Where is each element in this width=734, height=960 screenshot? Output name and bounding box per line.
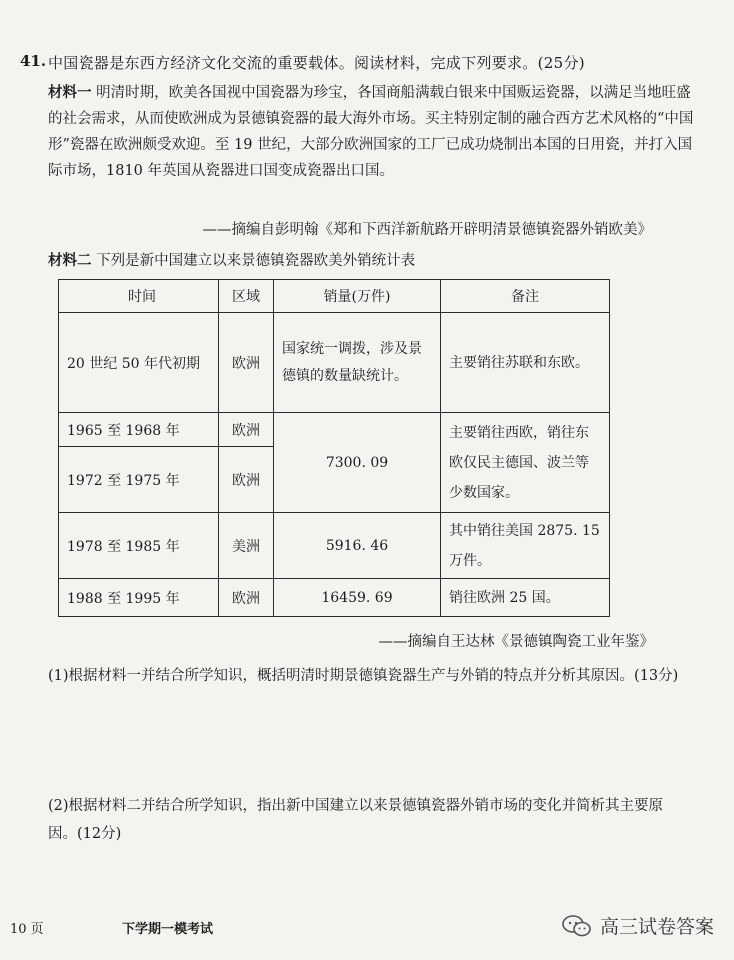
cell-volume: 16459. 69	[274, 579, 441, 617]
header-volume: 销量(万件)	[274, 280, 441, 313]
cell-note: 销往欧洲 25 国。	[441, 579, 610, 617]
question-number: 41.	[20, 52, 47, 70]
header-region: 区域	[219, 280, 274, 313]
cell-region: 欧洲	[219, 579, 274, 617]
cell-note: 主要销往苏联和东欧。	[441, 313, 610, 413]
cell-region: 欧洲	[219, 313, 274, 413]
header-time: 时间	[59, 280, 219, 313]
material-1-source: ——摘编自彭明翰《郑和下西洋新航路开辟明清景德镇瓷器外销欧美》	[202, 222, 652, 238]
cell-time: 20 世纪 50 年代初期	[59, 313, 219, 413]
cell-volume: 5916. 46	[274, 513, 441, 579]
cell-volume: 7300. 09	[274, 413, 441, 513]
export-stats-table	[58, 279, 610, 617]
watermark	[562, 912, 714, 939]
material-2-label: 材料二	[48, 252, 92, 269]
cell-note: 主要销往西欧，销往东欧仅民主德国、波兰等少数国家。	[441, 413, 610, 513]
wechat-icon	[562, 915, 592, 937]
page-number: 10 页	[10, 922, 44, 937]
table-row	[59, 313, 610, 413]
material-2-source: ——摘编自王达林《景德镇陶瓷工业年鉴》	[378, 634, 654, 650]
cell-region: 欧洲	[219, 413, 274, 447]
table-header-row	[59, 280, 610, 313]
material-1-label: 材料一	[48, 84, 92, 101]
table-row	[59, 413, 610, 447]
exam-name: 下学期一模考试	[122, 922, 214, 937]
sub-question-2: (2)根据材料二并结合所学知识，指出新中国建立以来景德镇瓷器外销市场的变化并简析其主要原因。(12分)	[48, 798, 664, 842]
cell-time: 1978 至 1985 年	[59, 513, 219, 579]
cell-time: 1988 至 1995 年	[59, 579, 219, 617]
material-1	[20, 80, 698, 184]
cell-region: 美洲	[219, 513, 274, 579]
table-row	[59, 513, 610, 579]
material-2-title: 下列是新中国建立以来景德镇瓷器欧美外销统计表	[96, 253, 416, 269]
material-1-text: 明清时期，欧美各国视中国瓷器为珍宝，各国商船满载白银来中国贩运瓷器，以满足当地旺盛的社会需求，从而使欧洲成为景德镇瓷器的最大海外市场。买主特别定制的融合西方艺术风格的“中国形”瓷器在欧洲颇受欢迎。至 19 世纪，大部分欧洲国家的工厂已成功烧制出本国的日用瓷，并打入国际市场，1810 年英国从瓷器进口国变成瓷器出口国。	[48, 85, 694, 179]
material-2-heading	[48, 249, 415, 270]
cell-region: 欧洲	[219, 447, 274, 513]
header-note: 备注	[441, 280, 610, 313]
cell-time: 1972 至 1975 年	[59, 447, 219, 513]
cell-volume: 国家统一调拨，涉及景德镇的数量缺统计。	[274, 313, 441, 413]
table-row	[59, 579, 610, 617]
cell-time: 1965 至 1968 年	[59, 413, 219, 447]
watermark-text: 高三试卷答案	[600, 916, 715, 938]
question-intro: 中国瓷器是东西方经济文化交流的重要载体。阅读材料，完成下列要求。(25分)	[48, 54, 585, 72]
sub-question-1: (1)根据材料一并结合所学知识，概括明清时期景德镇瓷器生产与外销的特点并分析其原因。(13分)	[48, 668, 679, 684]
cell-note: 其中销往美国 2875. 15 万件。	[441, 513, 610, 579]
